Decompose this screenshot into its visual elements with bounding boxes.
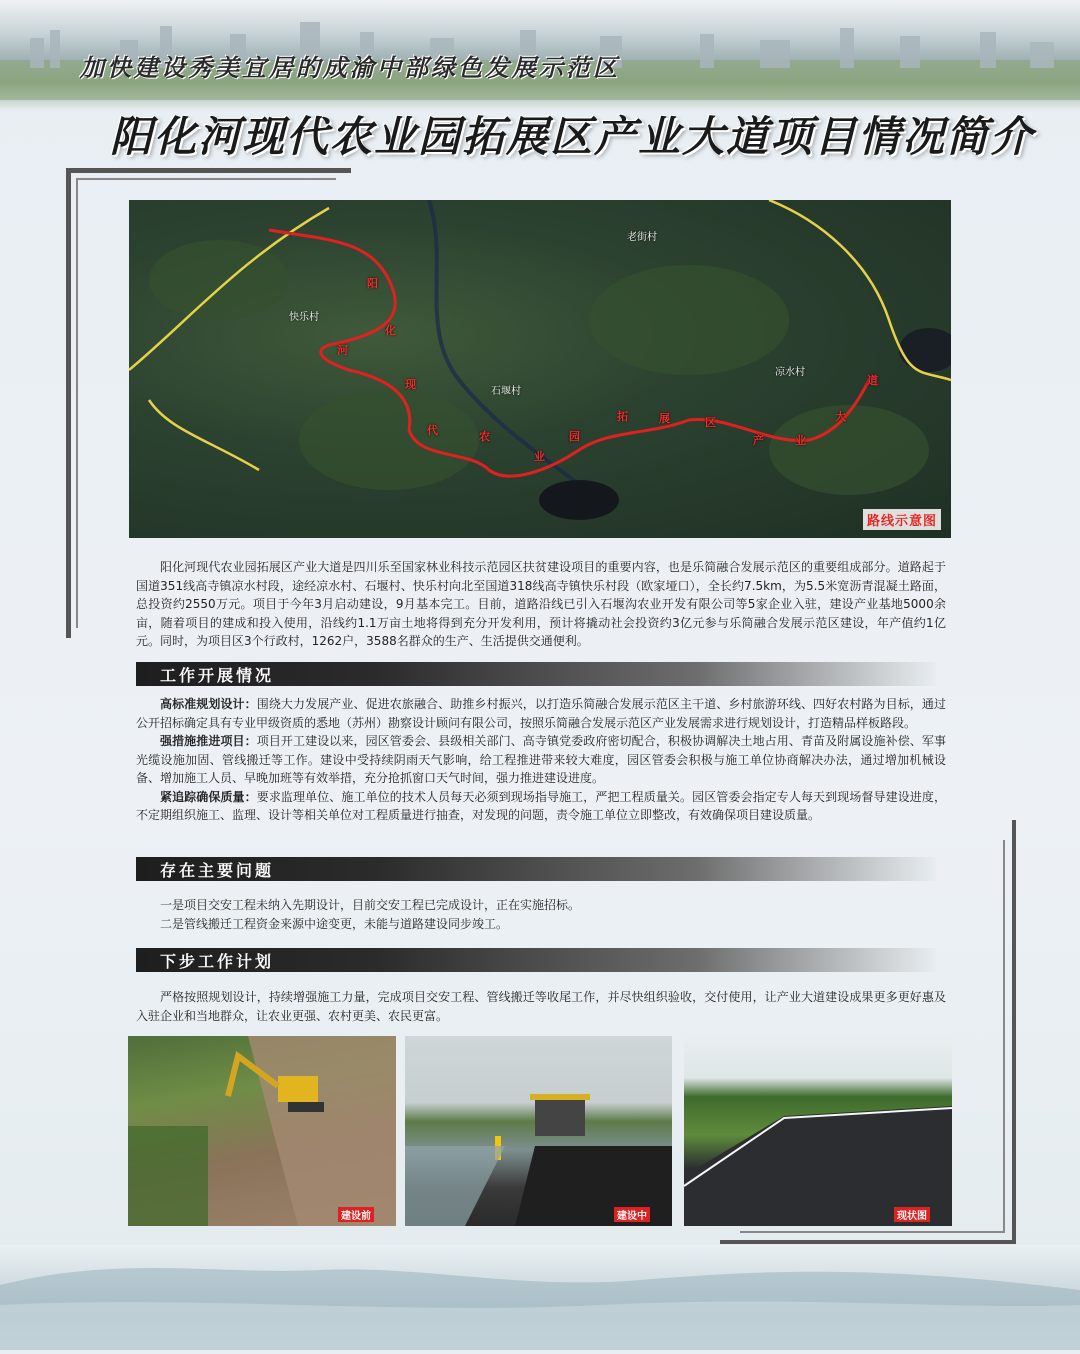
photo-after [684,1036,952,1226]
route-label-char: 园 [569,430,580,443]
frame-decoration [66,168,71,638]
village-label: 快乐村 [289,312,319,323]
work-item-title: 高标准规划设计： [160,697,257,711]
village-label: 凉水村 [775,367,805,378]
problems-section-body [136,896,946,933]
section-heading-work [136,662,936,686]
work-item-title: 强措施推进项目： [160,734,257,748]
frame-decoration [66,168,351,173]
frame-decoration [720,1240,1016,1244]
header-slogan: 加快建设秀美宜居的成渝中部绿色发展示范区 [80,53,620,82]
frame-decoration [1012,820,1016,1240]
photo-caption: 现状图 [894,1207,930,1222]
route-label-char: 拓 [617,410,628,423]
route-label-char: 产 [753,434,764,447]
work-item-text: 项目开工建设以来，园区管委会、县级相关部门、高寺镇党委政府密切配合，积极协调解决土地占用、青苗及附属设施补偿、军事光缆设施加固、管线搬迁等工作。建设中受持续阴雨天气影响，给工程推进带来较大难度，园区管委会积极与施工单位协商解决办法，通过增加机械设备、增加施工人员、早晚加班等有效举措，充分抢抓窗口天气时间，强力推进建设进度。 [136,734,946,785]
work-section-body [136,695,946,825]
route-label-char: 阳 [367,277,378,290]
route-label-char: 河 [337,344,348,357]
page-title: 阳化河现代农业园拓展区产业大道项目情况简介 [110,112,1035,161]
route-label-char: 现 [405,378,416,391]
work-item [136,788,946,825]
photo-before [128,1036,396,1226]
paving-image [405,1036,672,1226]
route-label-char: 农 [479,430,490,443]
map-caption: 路线示意图 [863,509,941,530]
excavator-image [128,1036,396,1226]
work-item-text: 围绕大力发展产业、促进农旅融合、助推乡村振兴，以打造乐简融合发展示范区主干道、乡村旅游环线、四好农村路为目标，通过公开招标确定具有专业甲级资质的悉地（苏州）勘察设计顾问有限公司，按照乐简融合发展示范区产业发展需求进行规划设计，打造精品样板路段。 [136,697,946,730]
plan-section-body [136,988,946,1025]
frame-decoration [76,178,336,180]
section-heading-plan [136,948,936,972]
frame-decoration [740,1231,1005,1233]
village-label: 石堰村 [491,386,521,397]
section-heading-text: 存在主要问题 [160,861,275,880]
route-label-char: 展 [659,412,670,425]
photo-during [405,1036,672,1226]
route-label-char: 代 [427,424,438,437]
section-heading-text: 工作开展情况 [160,666,275,685]
section-heading-problems [136,857,936,881]
route-label-char: 大 [835,410,846,423]
route-label-char: 化 [385,324,396,337]
footer-landscape [0,1245,1080,1350]
frame-decoration [1003,840,1005,1232]
route-map-graphic [129,200,951,538]
plan-text: 严格按照规划设计，持续增强施工力量，完成项目交安工程、管线搬迁等收尾工作，并尽快组织验收，交付使用，让产业大道建设成果更多更好惠及入驻企业和当地群众，让农业更强、农村更美、农民更富。 [136,990,946,1023]
section-heading-text: 下步工作计划 [160,952,275,971]
lake-landscape-image [0,1245,1080,1350]
route-label-char: 业 [534,450,545,463]
work-item [136,695,946,732]
village-label: 老街村 [627,232,657,243]
work-item-title: 紧追踪确保质量： [160,789,257,804]
problem-item: 一是项目交安工程未纳入先期设计，目前交安工程已完成设计，正在实施招标。 [160,898,581,912]
finished-road-image [684,1036,952,1226]
work-item-text: 要求监理单位、施工单位的技术人员每天必须到现场指导施工，严把工程质量关。园区管委会指定专人每天到现场督导建设进度，不定期组织施工、监理、设计等相关单位对工程质量进行抽查，对发现的问题，责令施工单位立即整改，有效确保项目建设质量。 [136,789,946,822]
intro-paragraph: 阳化河现代农业园拓展区产业大道是四川乐至国家林业科技示范园区扶贫建设项目的重要内容，也是乐简融合发展示范区的重要组成部分。道路起于国道351线高寺镇凉水村段，途经凉水村、石堰村、快乐村向北至国道318线高寺镇快乐村段（欧家垭口），全长约7.5km，为5.5米宽沥青混凝土路面，总投资约2550万元。项目于今年3月启动建设，9月基本完工。目前，道路沿线已引入石堰沟农业开发有限公司等5家企业入驻，建设产业基地5000余亩，随着项目的建成和投入使用，沿线约1.1万亩土地将得到充分开发利用，预计将撬动社会投资约3亿元参与乐简融合发展示范区建设，年产值约1亿元。同时，为项目区3个行政村，1262户，3588名群众的生产、生活提供交通便利。 [136,560,946,648]
work-item [136,732,946,788]
route-label-char: 道 [867,374,878,387]
frame-decoration [76,178,78,628]
route-label-char: 区 [705,416,716,429]
route-label-char: 业 [795,434,806,447]
problem-item: 二是管线搬迁工程资金来源中途变更，未能与道路建设同步竣工。 [160,916,509,931]
photo-caption: 建设前 [338,1207,374,1222]
photo-caption: 建设中 [614,1207,650,1222]
route-map [129,200,951,538]
